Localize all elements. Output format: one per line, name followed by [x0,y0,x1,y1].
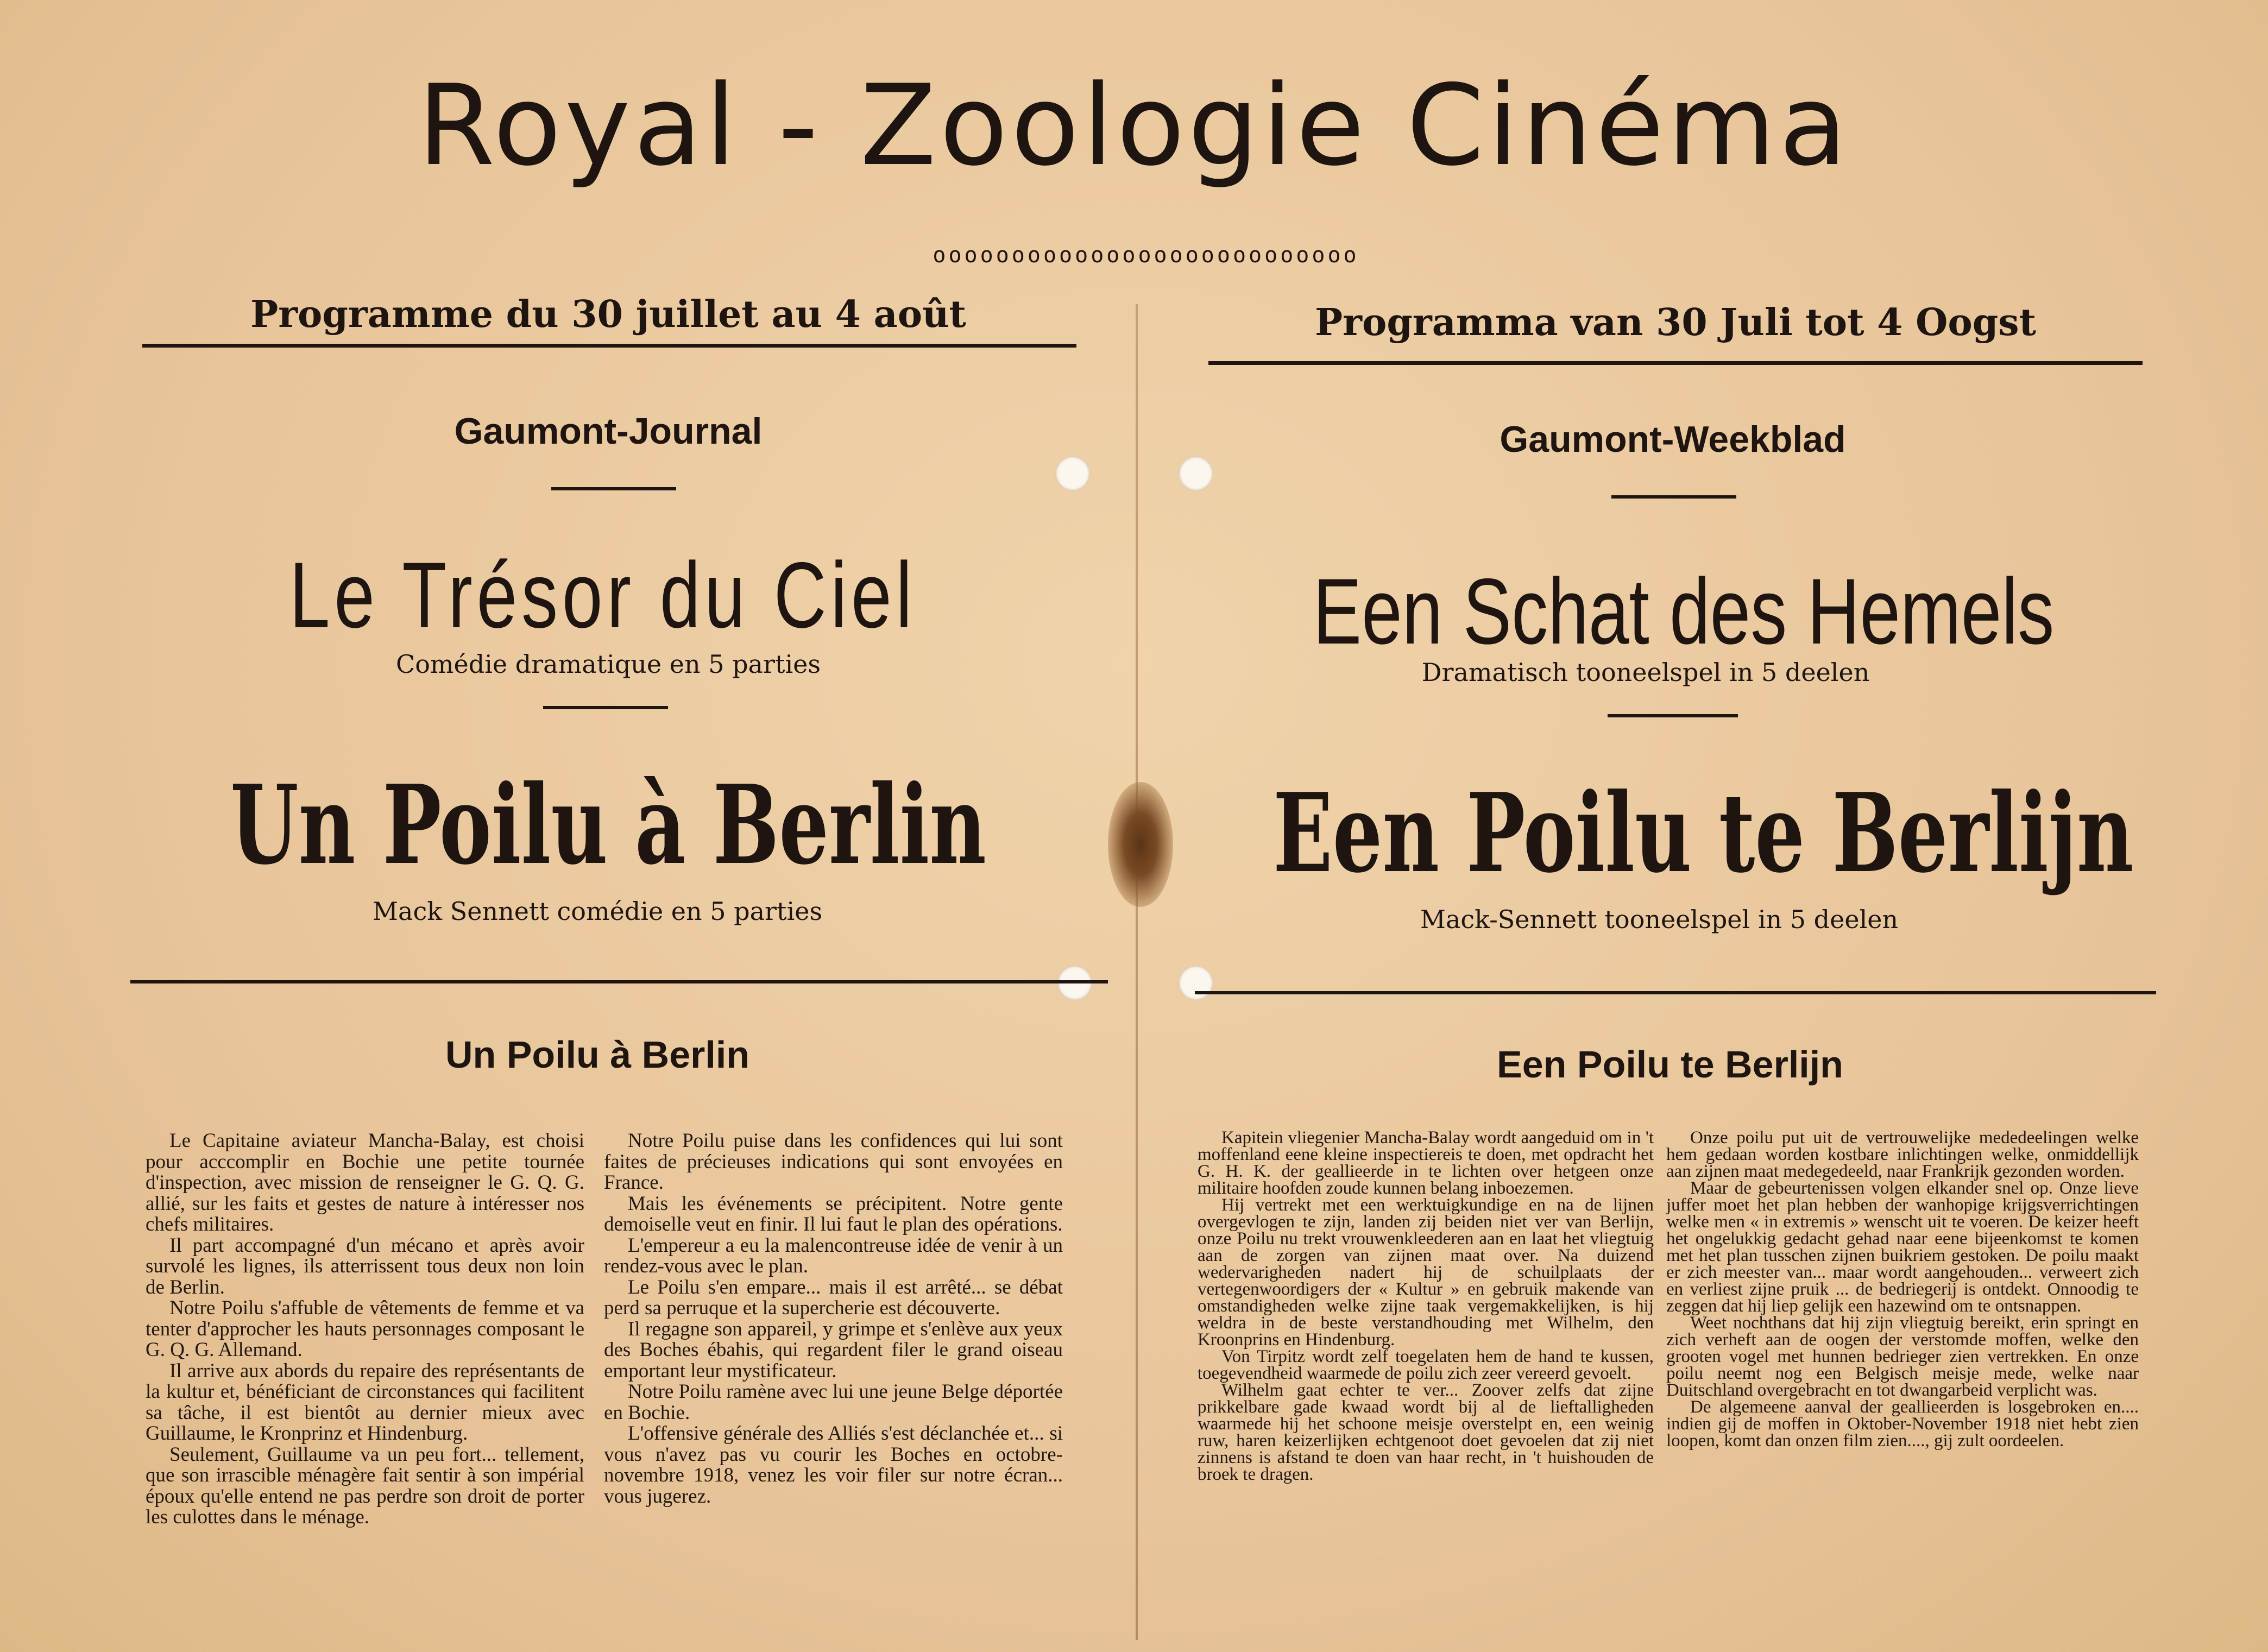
paragraph: Notre Poilu ramène avec lui une jeune Belge déportée en Bochie. [604,1380,1063,1424]
paragraph: Maar de gebeurtenissen volgen elkander snel op. Onze lieve juffer moet het plan hebben der wanhopige krijgsverrichtingen welke men « in extremis » wenscht uit te voeren. De keizer heeft het ongelukkig gedacht gehad naar eene bijeenkomst te komen met het plan tusschen zijnen buikriem gestoken. De poilu maakt er zich meester van... maar wordt aangehouden... verweert zich en verliest zijne pruik ... de bedriegerij is ontdekt. Onnoodig te zeggen dat hij liep gelijk een hazewind om te ontsnappen. [1666,1178,2139,1316]
article-column-nl-2 [1666,1130,2139,1449]
paragraph: Hij vertrekt met een werktuigkundige en na de lijnen overgevlogen te zijn, landen zij beiden niet ver van Berlijn, onze Poilu nu trekt vrouwenkleederen aan en laat het vliegtuig aan de zorgen van zijnen maat over. Na duizend wedervarigheden nadert hij de schuilplaats der vertegenwoordigers der « Kultur » en gebruik makende van omstandigheden welke zijne taak vergemakkelijken, is hij weldra in de beste verstandhouding met Wilhelm, den Kroonprins en Hindenburg. [1198,1195,1654,1350]
article-heading-nl: Een Poilu te Berlijn [1497,1043,1843,1086]
page-title: Royal - Zoologie Cinéma [417,61,1851,191]
paragraph: Mais les événements se précipitent. Notre gente demoiselle veut en finir. Il lui faut le plan des opérations. [604,1192,1063,1235]
programme-dates-fr: Programme du 30 juillet au 4 août [250,293,966,336]
divider [142,344,1076,348]
article-column-nl-1 [1198,1130,1654,1483]
ornament-divider: ooooooooooooooooooooooooooo [933,243,1359,268]
feature1-title-fr: Le Trésor du Ciel [289,543,917,647]
feature2-title-fr: Un Poilu à Berlin [230,761,986,889]
punch-hole [1179,966,1213,1000]
punch-hole [1055,456,1090,491]
programme-dates-nl: Programma van 30 Juli tot 4 Oogst [1315,301,2036,344]
divider [1208,361,2143,365]
divider [1195,991,2156,994]
paragraph: Von Tirpitz wordt zelf toegelaten hem de hand te kussen, toegevendheid waarmede de poilu zich zeer vereerd gevoelt. [1198,1347,1654,1383]
paragraph: Kapitein vliegenier Mancha-Balay wordt aangeduid om in 't moffenland eene kleine inspectiereis te doen, met opdracht het G. H. K. der geallieerde in te lichten over hetgeen onze militaire hoofden zoude kunnen belang inboezemen. [1198,1128,1654,1198]
paragraph: De algemeene aanval der geallieerden is losgebroken en.... indien gij de moffen in Oktober-November 1918 niet hebt zien loopen, komt dan onzen film zien...., gij zult oordeelen. [1666,1397,2139,1451]
feature2-caption-nl: Mack-Sennett tooneelspel in 5 deelen [1420,905,1899,934]
paragraph: Notre Poilu puise dans les confidences qui lui sont faites de précieuses indications qui sont envoyées en France. [604,1130,1063,1194]
paragraph: L'empereur a eu la malencontreuse idée de venir à un rendez-vous avec le plan. [604,1234,1063,1277]
paragraph: Weet nochthans dat hij zijn vliegtuig bereikt, erin springt en zich verheft aan de oogen der verstomde moffen, welke den grooten vogel met hunnen bedrieger zien vertrekken. En onze poilu neemt nog een Belgisch meisje mede, welke naar Duitschland overgebracht en tot dwangarbeid verplicht was. [1666,1313,2139,1400]
article-column-fr-1 [146,1131,584,1528]
paragraph: L'offensive générale des Alliés s'est déclanchée et... si vous n'avez pas vu courir les Boches en octobre-novembre 1918, venez les voir filer sur notre écran... vous jugerez. [604,1422,1063,1508]
paragraph: Seulement, Guillaume va un peu fort... tellement, que son irrascible ménagère fait sentir à son impérial époux qu'elle entend ne pas perdre son droit de porter les culottes dans le ménage. [146,1443,584,1528]
feature1-caption-fr: Comédie dramatique en 5 parties [396,650,821,679]
article-column-fr-2 [604,1131,1063,1507]
feature1-title-nl: Een Schat des Hemels [1313,559,2055,664]
paragraph: Wilhelm gaat echter te ver... Zoover zelfs dat zijne prikkelbare gade kwaad wordt bij al de lieftalligheden waarmede hij het schoone meisje overstelpt en, een weinig ruw, haren keizerlijken echtgenoot doet gevoelen dat zij niet zinnens is afstand te doen van haar recht, in 't huishouden de broek te dragen. [1198,1380,1654,1484]
divider [130,980,1108,983]
article-heading-fr: Un Poilu à Berlin [445,1033,750,1076]
paragraph: Le Poilu s'en empare... mais il est arrêté... se débat perd sa perruque et la supercherie est découverte. [604,1276,1063,1319]
paragraph: Le Capitaine aviateur Mancha-Balay, est choisi pour acccomplir en Bochie une petite tournée d'inspection, avec mission de renseigner le G. Q. G. allié, sur les faits et gestes de nature à intéresser nos chefs militaires. [146,1130,584,1235]
burn-stain [1108,782,1173,907]
paragraph: Il part accompagné d'un mécano et après avoir survolé les lignes, ils atterrissent tous deux non loin de Berlin. [146,1234,584,1298]
punch-hole [1179,456,1213,491]
paragraph: Il arrive aux abords du repaire des représentants de la kultur et, bénéficiant de circonstances qui facilitent sa tâche, il est bientôt au dernier mieux avec Guillaume, le Kronprinz et Hindenburg. [146,1359,584,1445]
paragraph: Il regagne son appareil, y grimpe et s'enlève aux yeux des Boches ébahis, qui regardent filer le grand oiseau emportant leur mystificateur. [604,1317,1063,1382]
divider [551,487,676,490]
page-fold [1136,304,1138,1640]
divider [1608,714,1738,717]
divider [543,706,668,709]
paragraph: Notre Poilu s'affuble de vêtements de femme et va tenter d'approcher les hauts personnages composant le G. Q. G. Allemand. [146,1297,584,1361]
newsreel-fr: Gaumont-Journal [454,411,763,452]
feature2-title-nl: Een Poilu te Berlijn [1273,770,2134,897]
feature1-caption-nl: Dramatisch tooneelspel in 5 deelen [1421,658,1870,687]
newsreel-nl: Gaumont-Weekblad [1500,419,1846,460]
feature2-caption-fr: Mack Sennett comédie en 5 parties [372,897,823,926]
divider [1611,495,1736,499]
paragraph: Onze poilu put uit de vertrouwelijke mededeelingen welke hem gedaan worden kostbare inlichtingen welke, onmiddellijk aan zijnen maat medegedeeld, naar Frankrijk gezonden worden. [1666,1128,2139,1181]
